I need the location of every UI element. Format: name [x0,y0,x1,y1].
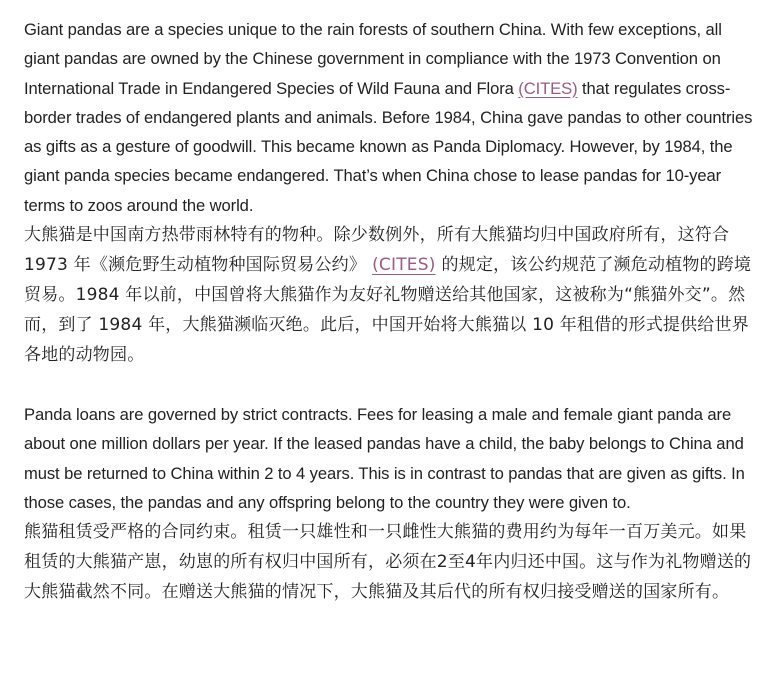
paragraph-spacer [24,370,754,400]
cites-link[interactable]: (CITES) [518,78,578,98]
paragraph-1-english [24,15,754,220]
article-body [24,15,754,607]
paragraph-1-chinese-text-start: 大熊猫是中国南方热带雨林特有的物种。除少数例外，所有大熊猫均归中国政府所有，这符合 1973 年《濒危野生动植物种国际贸易公约》 [24,225,730,276]
paragraph-2-english: Panda loans are governed by strict contracts. Fees for leasing a male and female giant panda are about one million dollars per year. If the leased pandas have a child, the baby belongs to China and must be returned to China within 2 to 4 years. This is in contrast to pandas that are given as gifts. In those cases, the pandas and any offspring belong to the country they were given to. [24,405,745,512]
paragraph-2-chinese: 熊猫租赁受严格的合同约束。租赁一只雄性和一只雌性大熊猫的费用约为每年一百万美元。如果租赁的大熊猫产崽，幼崽的所有权归中国所有，必须在2至4年内归还中国。这与作为礼物赠送的大熊猫截然不同。在赠送大熊猫的情况下，大熊猫及其后代的所有权归接受赠送的国家所有。 [24,522,752,603]
paragraph-1-chinese-text-end: 的规定，该公约规范了濒危动植物的跨境贸易。1984 年以前，中国曾将大熊猫作为友好礼物赠送给其他国家，这被称为“熊猫外交”。然而，到了 1984 年，大熊猫濒临灭绝。此后，中国开始将大熊猫以 10 年租借的形式提供给世界各地的动物园。 [24,255,752,366]
paragraph-1-chinese [24,220,754,370]
paragraph-1-english-text-end: that regulates cross-border trades of endangered plants and animals. Before 1984, China gave pandas to other countries as gifts as a gesture of goodwill. This became known as Panda Diplomacy. However, by 1984, the giant panda species became endangered. That’s when China chose to lease pandas for 10-year terms to zoos around the world. [24,78,753,215]
paragraph-1-english-text-start: Giant pandas are a species unique to the rain forests of southern China. With few exceptions, all giant pandas are owned by the Chinese government in compliance with the 1973 Convention on International Trade in Endangered Species of Wild Fauna and Flora [24,20,722,98]
cites-link-chinese[interactable]: (CITES) [372,255,436,276]
